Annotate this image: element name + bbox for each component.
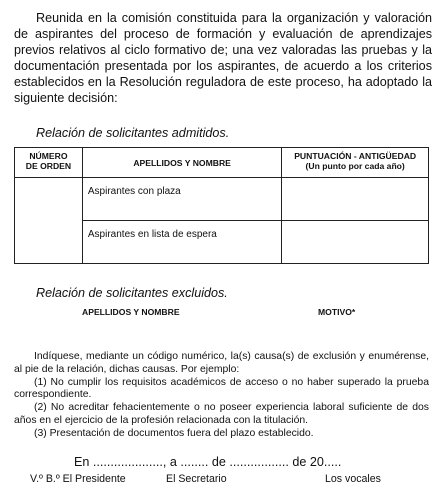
- notes-intro: Indíquese, mediante un código numérico, la(s) causa(s) de exclusión y enumérense, al pie de la relación, dichas causas. Por ejemplo:: [14, 351, 429, 375]
- number-header-line1: NÚMERO: [29, 151, 68, 161]
- note-item-2: (2) No acreditar fehacientemente o no poseer experiencia laboral suficiente de dos años en el ejercicio de la profesión relacionada con la titulación.: [14, 402, 429, 426]
- excluded-names-header: APELLIDOS Y NOMBRE: [82, 307, 180, 317]
- row-label-waiting-list: Aspirantes en lista de espera: [87, 229, 217, 240]
- names-column-header: [82, 148, 281, 178]
- intro-paragraph: Reunida en la comisión constituida para la organización y valoración de aspirantes del proceso de formación y evaluación de aprendizajes previos relativos al ciclo formativo de; una vez valoradas las pruebas y la documentación presentada por los aspirantes, de acuerdo a los criterios establecidos en la Resolución reguladora de este proceso, ha adoptado la siguiente decisión:: [14, 11, 432, 105]
- score-cell-waiting-list[interactable]: [282, 221, 429, 264]
- score-column-header: [282, 148, 429, 178]
- signature-secretary: El Secretario: [166, 473, 227, 485]
- score-cell-with-place[interactable]: [282, 178, 429, 221]
- score-header-line1: PUNTUACIÓN - ANTIGÜEDAD: [294, 151, 417, 161]
- admitted-section-title: Relación de solicitantes admitidos.: [36, 126, 230, 140]
- names-cell-waiting-list[interactable]: [82, 221, 281, 264]
- score-header-line2: (Un punto por cada año): [305, 161, 405, 171]
- signature-members: Los vocales: [325, 473, 381, 485]
- signature-president: V.º B.º El Presidente: [30, 473, 126, 485]
- table-row: [15, 178, 429, 221]
- number-column-header: [15, 148, 83, 178]
- exclusion-notes: [14, 351, 429, 441]
- note-item-3: (3) Presentación de documentos fuera del plazo establecido.: [34, 427, 314, 439]
- admitted-table: [14, 147, 429, 264]
- number-header-line2: DE ORDEN: [25, 161, 72, 171]
- excluded-section-title: Relación de solicitantes excluidos.: [36, 286, 228, 300]
- names-header-text: APELLIDOS Y NOMBRE: [133, 157, 231, 168]
- excluded-reason-header: MOTIVO*: [318, 307, 356, 317]
- row-label-with-place: Aspirantes con plaza: [87, 186, 181, 197]
- names-cell-with-place[interactable]: [82, 178, 281, 221]
- admitted-table-header: [15, 148, 429, 178]
- note-item-1: (1) No cumplir los requisitos académicos de acceso o no haber superado la prueba correspondiente.: [14, 376, 429, 401]
- date-line: En ...................., a ........ de ................. de 20.....: [74, 455, 342, 469]
- number-cell[interactable]: [15, 178, 83, 264]
